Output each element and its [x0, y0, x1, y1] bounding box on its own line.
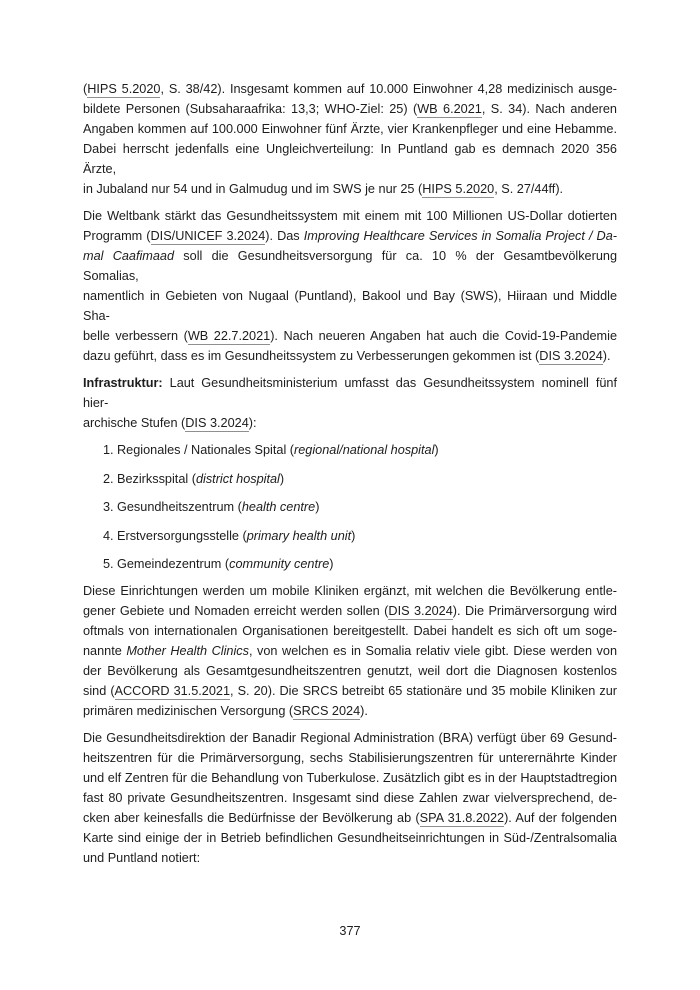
- text-segment: soll die Gesundheitsversorgung für ca. 10 % der Gesamtbevölkerung Somalias,: [83, 249, 617, 283]
- text-line: [83, 326, 617, 346]
- citation-link[interactable]: DIS 3.2024: [539, 349, 603, 363]
- citation-link[interactable]: SPA 31.8.2022: [419, 811, 505, 825]
- text-line: [83, 413, 617, 433]
- text-segment: , S. 38/42). Insgesamt kommen auf 10.000 Einwohner 4,28 medizinisch ausge-: [160, 82, 618, 96]
- text-segment: ): [315, 500, 320, 514]
- text-segment: Die Gesundheitsdirektion der Banadir Regional Administration (BRA) verfügt über 69 Gesund-: [83, 731, 617, 745]
- text-segment: ). Nach neueren Angaben hat auch die Covid-19-Pandemie: [270, 329, 617, 343]
- text-segment: fast 80 private Gesundheitszentren. Insgesamt sind diese Zahlen zwar vielversprechend, de-: [83, 791, 617, 805]
- text-line: [83, 226, 617, 246]
- text-line: [83, 246, 617, 286]
- text-segment: nannte: [83, 644, 127, 658]
- text-line: [83, 581, 617, 601]
- text-segment: und Puntland notiert:: [83, 851, 201, 865]
- text-segment: ): [434, 443, 439, 457]
- text-segment: Diese Einrichtungen werden um mobile Kliniken ergänzt, mit welchen die Bevölkerung entle-: [83, 584, 617, 598]
- text-line: [83, 788, 617, 808]
- text-line: [83, 828, 617, 848]
- paragraph: [83, 373, 617, 433]
- text-segment: ). Das: [265, 229, 304, 243]
- text-segment: Laut Gesundheitsministerium umfasst das Gesundheitssystem nominell fünf hier-: [83, 376, 617, 410]
- text-segment: , S. 27/44ff).: [494, 182, 564, 196]
- text-line: [83, 79, 617, 99]
- text-segment: Angaben kommen auf 100.000 Einwohner fünf Ärzte, vier Krankenpfleger und eine Hebamme.: [83, 122, 617, 136]
- text-line: [83, 179, 617, 199]
- citation-link[interactable]: DIS 3.2024: [388, 604, 453, 618]
- text-line: [83, 808, 617, 828]
- list-marker: 3.: [103, 500, 114, 514]
- text-segment: und elf Zentren für die Behandlung von Tuberkulose. Zusätzlich gibt es in der Hauptstadtregion: [83, 771, 617, 785]
- paragraph: [83, 206, 617, 366]
- list-marker: 4.: [103, 528, 114, 543]
- text-segment: Dabei herrscht jedenfalls eine Ungleichverteilung: In Puntland gab es demnach 2020 356 Ärzte,: [83, 142, 617, 176]
- citation-link[interactable]: DIS 3.2024: [185, 416, 249, 430]
- text-segment: primären medizinischen Versorgung (: [83, 704, 294, 718]
- text-line: [83, 119, 617, 139]
- citation-link[interactable]: SRCS 2024: [293, 704, 361, 718]
- text-line: [83, 621, 617, 641]
- text-segment: belle verbessern (: [83, 329, 188, 343]
- citation-link[interactable]: HIPS 5.2020: [422, 182, 495, 196]
- list-item: [83, 554, 617, 574]
- text-segment: Karte sind einige der in Betrieb befindlichen Gesundheitseinrichtungen in Süd-/Zentralsomalia: [83, 831, 617, 845]
- italic-text: community centre: [229, 557, 330, 571]
- page-footer: [0, 921, 700, 941]
- text-segment: Regionales / Nationales Spital (: [117, 443, 295, 457]
- text-line: [83, 286, 617, 326]
- text-line: [83, 661, 617, 681]
- list-marker: 5.: [103, 557, 114, 571]
- text-segment: ): [329, 557, 334, 571]
- italic-text: district hospital: [195, 471, 280, 486]
- list-item: [83, 469, 617, 489]
- text-line: [83, 748, 617, 768]
- text-segment: bildete Personen (Subsaharaafrika: 13,3; WHO-Ziel: 25) (: [83, 102, 418, 116]
- paragraph: [83, 581, 617, 721]
- text-segment: ).: [360, 704, 368, 718]
- text-line: [83, 641, 617, 661]
- text-line: [83, 728, 617, 748]
- paragraph: [83, 79, 617, 199]
- text-segment: Programm (: [83, 229, 151, 243]
- text-segment: cken aber keinesfalls die Bedürfnisse der Bevölkerung ab (: [83, 811, 420, 825]
- text-segment: dazu geführt, dass es im Gesundheitssystem zu Verbesserungen gekommen ist (: [83, 349, 540, 363]
- text-segment: (: [83, 82, 88, 96]
- bold-label: Infrastruktur:: [83, 376, 163, 390]
- text-segment: in Jubaland nur 54 und in Galmudug und im SWS je nur 25 (: [83, 182, 423, 196]
- text-segment: ):: [248, 416, 257, 430]
- document-content: [83, 79, 617, 875]
- list-item: [83, 440, 617, 460]
- citation-link[interactable]: DIS/UNICEF 3.2024: [150, 229, 266, 243]
- text-line: [83, 768, 617, 788]
- italic-text: mal Caafimaad: [83, 249, 175, 263]
- text-line: [83, 701, 617, 721]
- text-segment: , von welchen es in Somalia relativ viele gibt. Diese werden von: [248, 644, 617, 658]
- text-segment: ): [279, 471, 285, 486]
- text-segment: gener Gebiete und Nomaden erreicht werden sollen (: [83, 604, 389, 618]
- italic-text: Improving Healthcare Services in Somalia Project / Da-: [303, 229, 618, 243]
- text-line: [83, 601, 617, 621]
- citation-link[interactable]: WB 6.2021: [417, 102, 482, 116]
- text-segment: ). Auf der folgenden: [504, 811, 617, 825]
- text-segment: der Bevölkerung als Gesamtgesundheitszentren genutzt, weil dort die Diagnosen kostenlos: [83, 664, 617, 678]
- text-segment: ).: [602, 349, 611, 363]
- list-item: [83, 526, 617, 546]
- text-segment: namentlich in Gebieten von Nugaal (Puntland), Bakool und Bay (SWS), Hiiraan und Middle Sha-: [83, 289, 617, 323]
- text-line: [83, 139, 617, 179]
- text-segment: heitszentren für die Primärversorgung, sechs Stabilisierungszentren für unterernährte Kinder: [83, 751, 617, 765]
- list-marker: 1.: [103, 443, 114, 457]
- text-segment: sind (: [83, 684, 115, 698]
- text-segment: archische Stufen (: [83, 416, 186, 430]
- text-line: [83, 848, 617, 868]
- italic-text: Mother Health Clinics: [126, 644, 249, 658]
- paragraph: [83, 728, 617, 868]
- text-segment: , S. 34). Nach anderen: [481, 102, 617, 116]
- italic-text: regional/national hospital: [294, 443, 435, 457]
- italic-text: health centre: [241, 500, 316, 514]
- text-line: [83, 681, 617, 701]
- list-marker: 2.: [103, 471, 114, 486]
- page-number: 377: [339, 924, 361, 938]
- list-item: [83, 497, 617, 517]
- text-segment: Die Weltbank stärkt das Gesundheitssystem mit einem mit 100 Millionen US-Dollar dotierten: [83, 209, 617, 223]
- text-line: [83, 346, 617, 366]
- text-segment: Bezirksspital (: [117, 471, 196, 486]
- citation-link[interactable]: HIPS 5.2020: [87, 82, 161, 96]
- text-line: [83, 373, 617, 413]
- text-segment: Gemeindezentrum (: [117, 557, 230, 571]
- text-segment: Gesundheitszentrum (: [117, 500, 242, 514]
- citation-link[interactable]: ACCORD 31.5.2021: [114, 684, 231, 698]
- text-segment: ). Die Primärversorgung wird: [452, 604, 617, 618]
- ordered-list: [83, 440, 617, 574]
- italic-text: primary health unit: [246, 528, 352, 543]
- text-line: [83, 206, 617, 226]
- citation-link[interactable]: WB 22.7.2021: [187, 329, 271, 343]
- text-segment: , S. 20). Die SRCS betreibt 65 stationäre und 35 mobile Kliniken zur: [230, 684, 617, 698]
- text-segment: Erstversorgungsstelle (: [117, 528, 247, 543]
- text-segment: ): [351, 528, 356, 543]
- text-line: [83, 99, 617, 119]
- text-segment: oftmals von internationalen Organisationen bereitgestellt. Dabei handelt es sich oft um soge-: [83, 624, 617, 638]
